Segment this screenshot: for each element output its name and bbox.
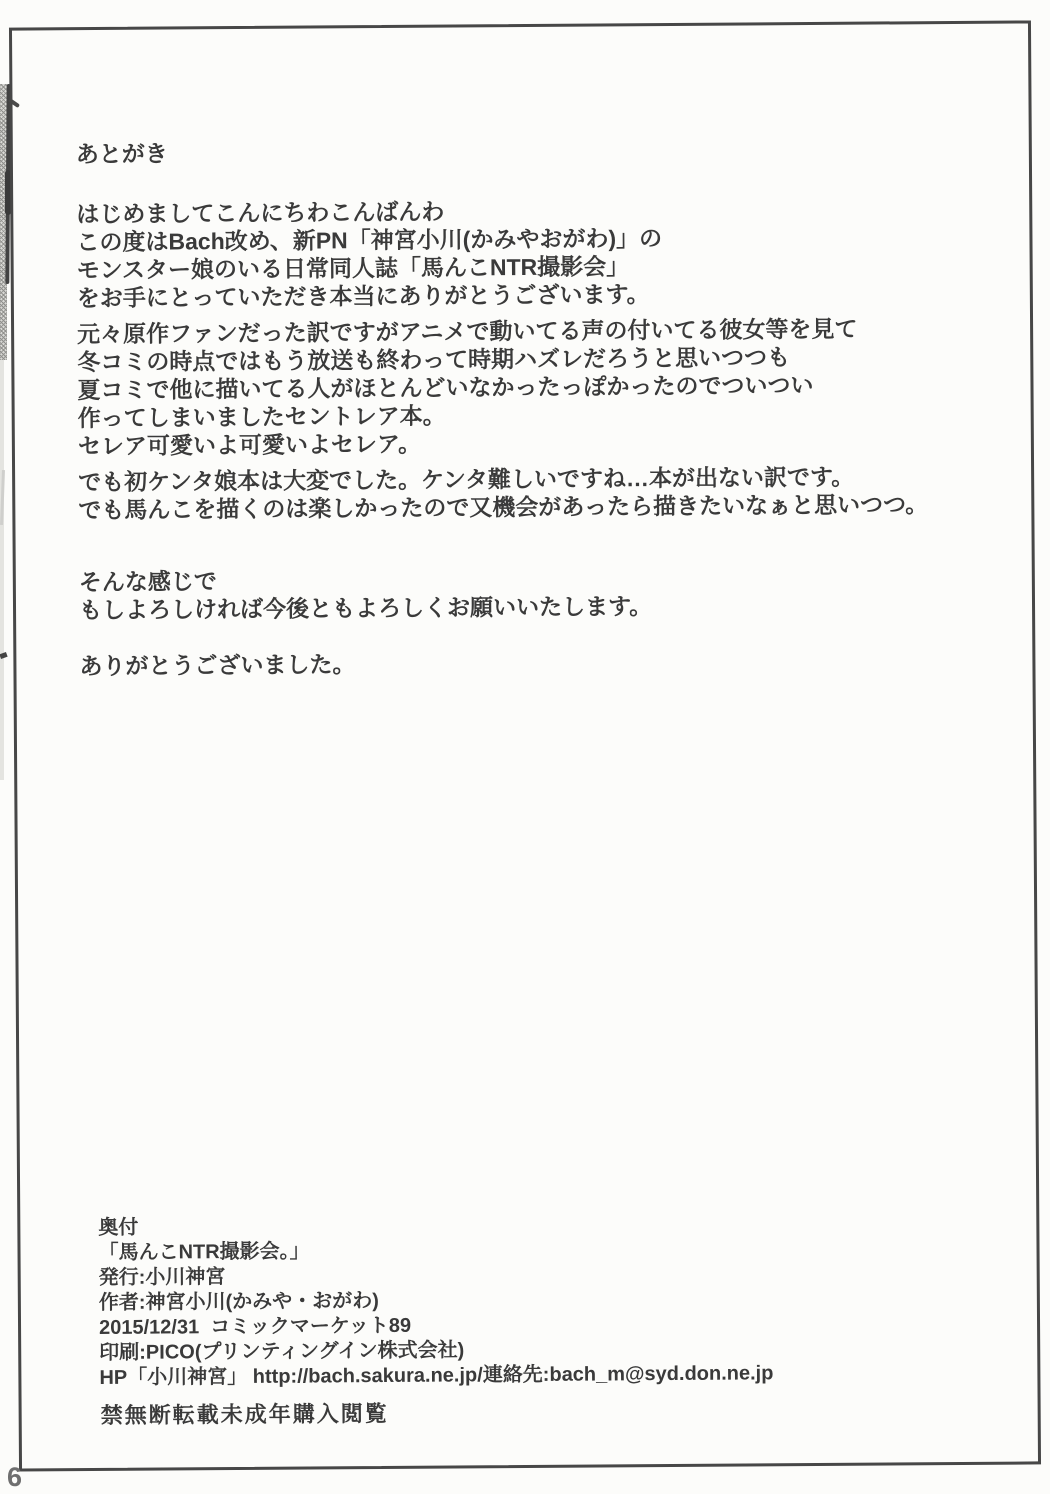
text-line: もしよろしければ今後ともよろしくお願いいたします。 [78, 593, 653, 624]
text-line: そんな感じで [78, 568, 217, 596]
text-line: ありがとうございました。 [79, 651, 356, 680]
text-line: この度はBach改め、新PN「神宮小川(かみやおがわ)」の [76, 225, 663, 256]
reprint-prohibition-notice: 禁無断転載未成年購入閲覧 [100, 1400, 389, 1428]
text-line: でも初ケンタ娘本は大変でした。ケンタ難しいですね…本が出ない訳です。 [78, 463, 855, 496]
colophon-line: 作者:神宮小川(かみや・おがわ) [98, 1290, 379, 1314]
afterword-paragraph-3 [78, 462, 928, 524]
afterword-paragraph-1 [76, 196, 662, 312]
text-line: 作ってしまいましたセントレア本。 [77, 402, 446, 432]
text-line: でも馬んこを描くのは楽しかったので又機会があったら描きたいなぁと思いつつ。 [78, 491, 929, 524]
text-line: はじめましてこんにちわこんばんわ [76, 198, 445, 228]
text-line: をお手にとっていただき本当にありがとうございます。 [76, 281, 650, 312]
scan-artifact-dash [0, 652, 8, 659]
colophon-line: 発行:小川神宮 [98, 1266, 226, 1289]
text-line: 夏コミで他に描いてる人がほとんどいなかったっぽかったのでついつい [77, 371, 814, 404]
scan-artifact-faint-stripe [0, 360, 4, 780]
text-line: 冬コミの時点ではもう放送も終わって時期ハズレだろうと思いつつも [77, 344, 791, 376]
text-line: セレア可愛いよ可愛いよセレア。 [77, 430, 422, 460]
scan-artifact-smudge [0, 470, 5, 525]
colophon-line: 2015/12/31 コミックマーケット89 [98, 1314, 412, 1339]
afterword-paragraph-4 [79, 564, 653, 624]
afterword-title: あとがき [75, 140, 168, 168]
colophon-line: 印刷:PICO(プリンティングイン株式会社) [99, 1339, 465, 1364]
page-border-frame [9, 20, 1041, 1471]
afterword-paragraph-2 [77, 315, 858, 460]
afterword-paragraph-5 [79, 650, 355, 680]
colophon-line: 「馬んこNTR撮影会。」 [98, 1240, 310, 1264]
colophon [98, 1211, 773, 1391]
page-number: 6 [7, 1462, 23, 1492]
text-line: モンスター娘のいる日常同人誌「馬んこNTR撮影会」 [76, 253, 630, 284]
colophon-line: 奥付 [98, 1216, 139, 1239]
text-line: 元々原作ファンだった訳ですがアニメで動いてる声の付いてる彼女等を見て [77, 315, 858, 348]
colophon-line: HP「小川神宮」 http://bach.sakura.ne.jp/連絡先:bach_m@syd.don.ne.jp [99, 1362, 774, 1389]
